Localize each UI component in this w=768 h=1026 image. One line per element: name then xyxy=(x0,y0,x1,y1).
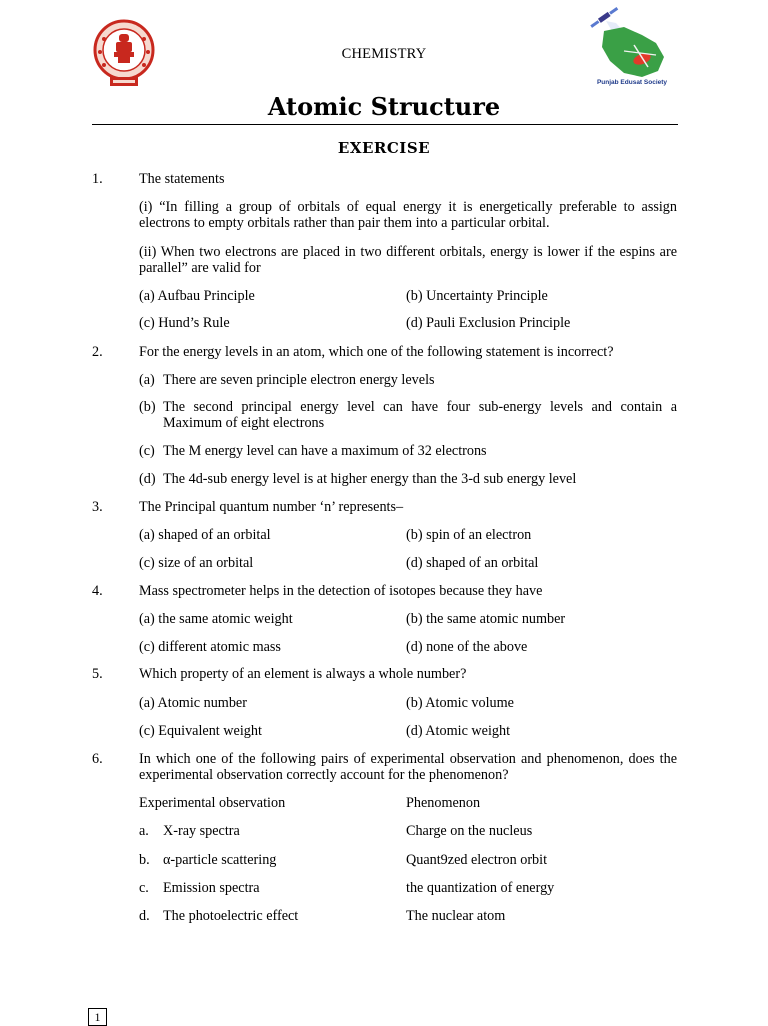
page-number: 1 xyxy=(88,1008,107,1026)
answer-option: (b) Uncertainty Principle xyxy=(406,288,548,304)
answer-option: (d) Atomic weight xyxy=(406,723,511,739)
answer-option-label: (c) xyxy=(139,443,155,459)
answer-option: (c) Hund’s Rule xyxy=(139,315,230,331)
answer-option: The M energy level can have a maximum of 32 electrons xyxy=(163,443,487,459)
question-number: 5. xyxy=(92,666,103,682)
answer-option: (c) Equivalent weight xyxy=(139,723,262,739)
question-text: In which one of the following pairs of experimental observation and phenomenon, does the experimental observation correctly account for the phenomenon? xyxy=(139,751,677,783)
question-text: For the energy levels in an atom, which one of the following statement is incorrect? xyxy=(139,344,614,360)
table-cell-observation: X-ray spectra xyxy=(163,823,240,839)
answer-option: (d) none of the above xyxy=(406,639,528,655)
question-statement: (i) “In filling a group of orbitals of equal energy it is energetically preferable to assign electrons to empty orbitals rather than pair them into a particular orbital. xyxy=(139,199,677,231)
subject-heading: CHEMISTRY xyxy=(341,46,427,62)
table-cell-observation: Emission spectra xyxy=(163,880,260,896)
table-row-label: d. xyxy=(139,908,150,924)
answer-option: (a) Aufbau Principle xyxy=(139,288,255,304)
table-cell-observation: α-particle scattering xyxy=(163,852,277,868)
table-row-label: c. xyxy=(139,880,149,896)
answer-option: The 4d-sub energy level is at higher energy than the 3-d sub energy level xyxy=(163,471,577,487)
answer-option: (c) different atomic mass xyxy=(139,639,281,655)
table-cell-phenomenon: The nuclear atom xyxy=(406,908,506,924)
answer-option: (a) the same atomic weight xyxy=(139,611,293,627)
answer-option: There are seven principle electron energy levels xyxy=(163,372,435,388)
question-statement: (ii) When two electrons are placed in two different orbitals, energy is lower if the espins are parallel” are valid for xyxy=(139,244,677,276)
answer-option: (d) Pauli Exclusion Principle xyxy=(406,315,571,331)
answer-option-label: (a) xyxy=(139,372,155,388)
table-column-header: Experimental observation xyxy=(139,795,286,811)
table-row-label: b. xyxy=(139,852,150,868)
question-number: 6. xyxy=(92,751,103,767)
question-text: The Principal quantum number ‘n’ represents– xyxy=(139,499,404,515)
table-cell-phenomenon: Quant9zed electron orbit xyxy=(406,852,548,868)
answer-option: (d) shaped of an orbital xyxy=(406,555,539,571)
table-cell-phenomenon: the quantization of energy xyxy=(406,880,555,896)
question-number: 2. xyxy=(92,344,103,360)
question-text: Which property of an element is always a whole number? xyxy=(139,666,467,682)
answer-option-label: (b) xyxy=(139,399,156,415)
answer-option-label: (d) xyxy=(139,471,156,487)
page-title: Atomic Structure xyxy=(267,92,501,121)
table-column-header: Phenomenon xyxy=(406,795,481,811)
answer-option: The second principal energy level can have four sub-energy levels and contain a Maximum of eight electrons xyxy=(163,399,677,431)
exercise-heading: EXERCISE xyxy=(337,139,431,157)
answer-option: (b) the same atomic number xyxy=(406,611,566,627)
question-number: 4. xyxy=(92,583,103,599)
question-text: The statements xyxy=(139,171,225,187)
answer-option: (b) spin of an electron xyxy=(406,527,532,543)
answer-option: (a) shaped of an orbital xyxy=(139,527,271,543)
table-cell-phenomenon: Charge on the nucleus xyxy=(406,823,533,839)
title-rule-divider xyxy=(92,124,678,125)
question-number: 3. xyxy=(92,499,103,515)
answer-option: (b) Atomic volume xyxy=(406,695,514,711)
question-text: Mass spectrometer helps in the detection of isotopes because they have xyxy=(139,583,543,599)
table-cell-observation: The photoelectric effect xyxy=(163,908,299,924)
question-number: 1. xyxy=(92,171,103,187)
table-row-label: a. xyxy=(139,823,149,839)
answer-option: (a) Atomic number xyxy=(139,695,247,711)
answer-option: (c) size of an orbital xyxy=(139,555,254,571)
edusat-logo-caption: Punjab Edusat Society xyxy=(596,79,668,86)
